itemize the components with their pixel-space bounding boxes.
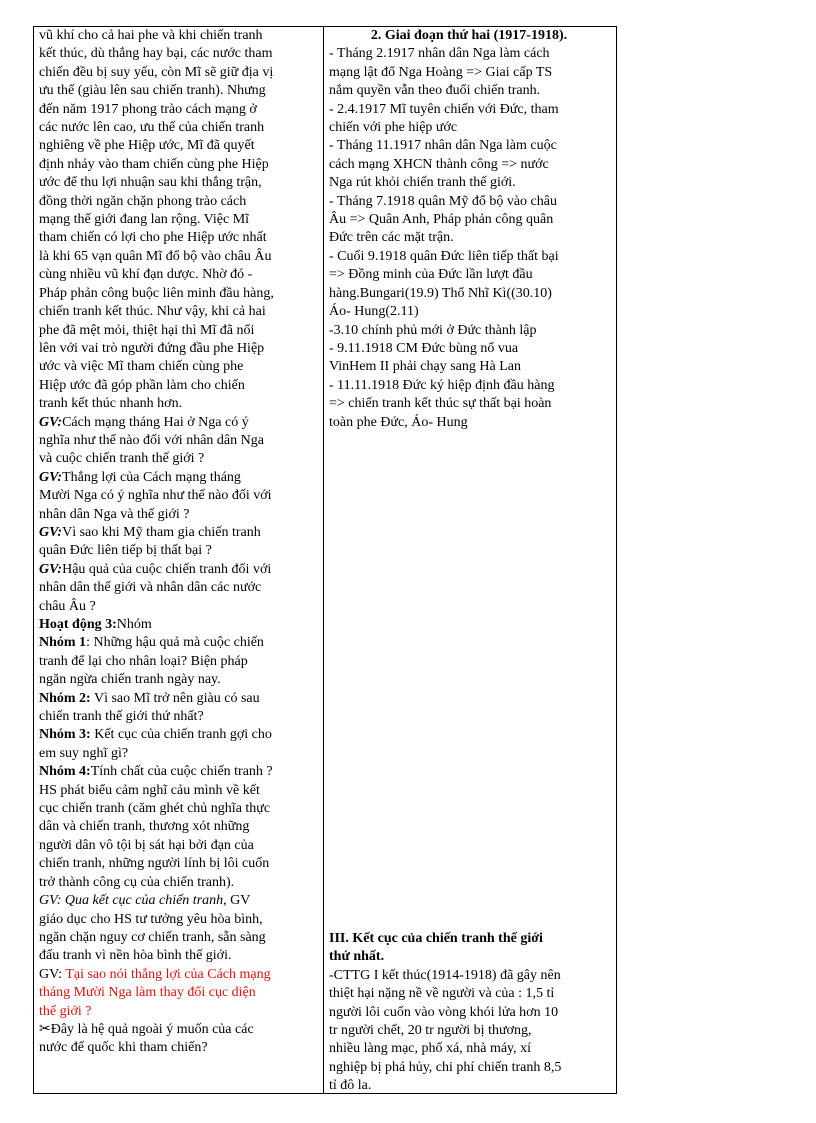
text-line: chiến với phe hiệp ước: [329, 120, 458, 136]
section3-content: [329, 967, 609, 1093]
text-line: toàn phe Đức, Áo- Hung: [329, 414, 468, 430]
text-line: nghĩa như thế nào đối với nhân dân Nga: [39, 432, 264, 448]
text-line: là khi 65 vạn quân Mĩ đổ bộ vào châu Âu: [39, 248, 272, 264]
text-line: nghiêng về phe Hiệp ước, Mĩ đã quyết: [39, 138, 255, 154]
text-line: -CTTG I kết thúc(1914-1918) đã gây nên: [329, 967, 561, 983]
group-label: Nhóm 2:: [39, 690, 91, 706]
group-4: [39, 763, 317, 781]
text-line: Vì sao khi Mỹ tham gia chiến tranh: [62, 524, 261, 540]
text-line: Áo- Hung(2.11): [329, 304, 419, 320]
text-line: - Tháng 11.1917 nhân dân Nga làm cuộc: [329, 138, 557, 154]
text-line: Tính chất của cuộc chiến tranh ?: [90, 764, 273, 780]
text-line: vũ khí cho cả hai phe và khi chiến tranh: [39, 28, 263, 43]
scissors-icon: ✂: [39, 1021, 51, 1037]
text-line: châu Âu ?: [39, 598, 96, 614]
text-line: - 11.11.1918 Đức ký hiệp định đầu hàng: [329, 377, 555, 393]
stage2-content: [329, 45, 609, 432]
final-question: [39, 1021, 317, 1058]
text-line: nhân dân thế giới và nhân dân các nước: [39, 580, 262, 596]
text-line: các nước lên cao, ưu thế của chiến tranh: [39, 120, 265, 136]
text-line: người lôi cuốn vào vòng khói lửa hơn 10: [329, 1004, 559, 1020]
activity-label: Hoạt động 3:: [39, 617, 117, 632]
text-line: ngăn chặn nguy cơ chiến tranh, sẵn sàng: [39, 929, 266, 945]
text-line: tranh để lại cho nhân loại? Biện pháp: [39, 653, 248, 669]
text-line: Đây là hệ quả ngoài ý muốn của các: [50, 1021, 254, 1037]
text-line: lên với vai trò người đứng đầu phe Hiệp: [39, 340, 265, 356]
text-line: HS phát biểu cảm nghĩ cảu mình về kết: [39, 782, 260, 798]
group-label: Nhóm 4:: [39, 764, 91, 780]
text-line: quân Đức liên tiếp bị thất bại ?: [39, 543, 212, 559]
text-line: Mười Nga có ý nghĩa như thế nào đối với: [39, 488, 272, 504]
text-line: trở thành công cụ của chiến tranh).: [39, 874, 235, 890]
teacher-activity-column: [34, 27, 324, 1093]
text-line: Hiệp ước đã góp phần làm cho chiến: [39, 377, 245, 393]
stage2-heading: 2. Giai đoạn thứ hai (1917-1918).: [370, 28, 568, 43]
student-response: [39, 782, 317, 892]
text-line: => Đồng minh của Đức lần lượt đầu: [329, 267, 533, 283]
text-line: ngăn ngừa chiến tranh ngày nay.: [39, 672, 221, 688]
text-line: và cuộc chiến tranh thế giới ?: [39, 451, 205, 467]
text-line: mạng thế giới đang lan rộng. Việc Mĩ: [39, 212, 250, 228]
text-line: III. Kết cục của chiến tranh thế giới: [329, 931, 543, 946]
text-line: - 9.11.1918 CM Đức bùng nổ vua: [329, 340, 519, 356]
text-line: định nhảy vào tham chiến cùng phe Hiệp: [39, 156, 269, 172]
text-line: cách mạng XHCN thành công => nước: [329, 156, 549, 172]
text-line: chiến tranh, những người lính bị lôi cuốn: [39, 856, 270, 872]
group-label: Nhóm 1: [39, 635, 87, 651]
red-question: [39, 966, 317, 1021]
text-line: Kết cục của chiến tranh gợi cho: [90, 727, 272, 743]
text-line: em suy nghĩ gì?: [39, 745, 129, 761]
text-line: chiến tranh thế giới thứ nhất?: [39, 709, 204, 725]
text-line: tham chiến có lợi cho phe Hiệp ước nhất: [39, 230, 267, 246]
activity-3: [39, 616, 317, 634]
text-line: tỉ đô la.: [329, 1078, 372, 1093]
text-line: tranh kết thúc nhanh hơn.: [39, 396, 183, 412]
activity-text: Nhóm: [116, 617, 152, 632]
text-line: cùng nhiều vũ khí đạn dược. Nhờ đó -: [39, 267, 253, 283]
text-line: - 2.4.1917 Mĩ tuyên chiến với Đức, tham: [329, 101, 559, 117]
group-2: [39, 690, 317, 727]
text-line: Nga rút khỏi chiến tranh thế giới.: [329, 175, 516, 191]
text-line: ước để thu lợi nhuận sau khi thắng trận,: [39, 175, 262, 191]
lesson-table: [33, 26, 617, 1094]
teacher-conclusion: [39, 892, 317, 966]
text-line: dân và chiến tranh, thương xót những: [39, 819, 250, 835]
question-3: [39, 524, 317, 561]
text-line: nhân dân Nga và thế giới ?: [39, 506, 190, 522]
text-line: : Những hậu quả mà cuộc chiến: [86, 635, 264, 651]
text-line: nghiệp bị phá hủy, chi phí chiến tranh 8,5: [329, 1059, 562, 1075]
gv-label: GV:: [39, 966, 66, 982]
question-1: [39, 414, 317, 469]
text-line: Tại sao nói thắng lợi của Cách mạng: [65, 966, 271, 982]
gv-label: GV:: [39, 561, 63, 577]
group-label: Nhóm 3:: [39, 727, 91, 743]
text-line: giáo dục cho HS tư tưởng yêu hòa bình,: [39, 911, 263, 927]
text-line: Hậu quả của cuộc chiến tranh đối với: [62, 561, 272, 577]
gv-label: GV:: [39, 524, 63, 540]
text-line: Vì sao Mĩ trở nên giàu có sau: [90, 690, 260, 706]
text-line: đến năm 1917 phong trào cách mạng ở: [39, 101, 257, 117]
text-line: thứ nhất.: [329, 949, 385, 965]
text-line: ước và việc Mĩ tham chiến cùng phe: [39, 359, 244, 375]
text-line: đấu tranh vì nền hòa bình thế giới.: [39, 948, 232, 964]
question-2: [39, 469, 317, 524]
question-4: [39, 561, 317, 616]
text-line: nhiều làng mạc, phố xá, nhà máy, xí: [329, 1041, 532, 1057]
text-line: người dân vô tội bị sát hại bởi đạn của: [39, 837, 254, 853]
text-line: Thắng lợi của Cách mạng tháng: [62, 469, 241, 485]
intro-paragraph: [39, 27, 317, 414]
text-line: - Cuối 9.1918 quân Đức liên tiếp thất bại: [329, 248, 559, 264]
text-line: mạng lật đổ Nga Hoàng => Giai cấp TS: [329, 64, 553, 80]
text-line: GV: [226, 893, 251, 909]
text-line: Cách mạng tháng Hai ở Nga có ý: [62, 414, 249, 430]
text-line: Pháp phản công buộc liên minh đầu hàng,: [39, 285, 274, 301]
section3-heading: [329, 930, 609, 967]
text-line: phe đã mệt mỏi, thiệt hại thì Mĩ đã nổi: [39, 322, 255, 338]
text-line: hàng.Bungari(19.9) Thổ Nhĩ Kì((30.10): [329, 285, 552, 301]
text-line: tháng Mười Nga làm thay đổi cục diện: [39, 985, 256, 1001]
text-line: => chiến tranh kết thúc sự thất bại hoàn: [329, 396, 552, 412]
group-1: [39, 634, 317, 689]
text-line: đồng thời ngăn chặn phong trào cách: [39, 193, 247, 209]
text-line: VinHem II phải chạy sang Hà Lan: [329, 359, 521, 375]
text-line: nước đế quốc khi tham chiến?: [39, 1040, 208, 1056]
group-3: [39, 726, 317, 763]
text-line: Âu => Quân Anh, Pháp phản công quân: [329, 212, 554, 228]
text-line: ưu thế (giàu lên sau chiến tranh). Nhưng: [39, 83, 266, 99]
text-line: thế giới ?: [39, 1003, 92, 1019]
gv-italic-intro: GV: Qua kết cục của chiến tranh,: [39, 893, 227, 909]
text-line: cục chiến tranh (căm ghét chủ nghĩa thực: [39, 801, 271, 817]
text-line: chiến tranh kết thúc. Như vậy, khi cả hai: [39, 304, 266, 320]
text-line: nắm quyền vẫn theo đuổi chiến tranh.: [329, 83, 541, 99]
content-column: [324, 27, 616, 1093]
text-line: Đức trên các mặt trận.: [329, 230, 454, 246]
text-line: - Tháng 2.1917 nhân dân Nga làm cách: [329, 46, 550, 62]
section-3: [329, 930, 609, 1093]
text-line: - Tháng 7.1918 quân Mỹ đổ bộ vào châu: [329, 193, 557, 209]
gv-label: GV:: [39, 414, 63, 430]
gv-label: GV:: [39, 469, 63, 485]
text-line: kết thúc, dù thắng hay bại, các nước tham: [39, 46, 273, 62]
text-line: -3.10 chính phủ mới ở Đức thành lập: [329, 322, 537, 338]
text-line: chiến đều bị suy yếu, còn Mĩ sẽ giữ địa vị: [39, 64, 274, 80]
text-line: thiệt hại nặng nề về người và của : 1,5 tỉ: [329, 986, 555, 1002]
text-line: tr người chết, 20 tr người bị thương,: [329, 1023, 532, 1039]
